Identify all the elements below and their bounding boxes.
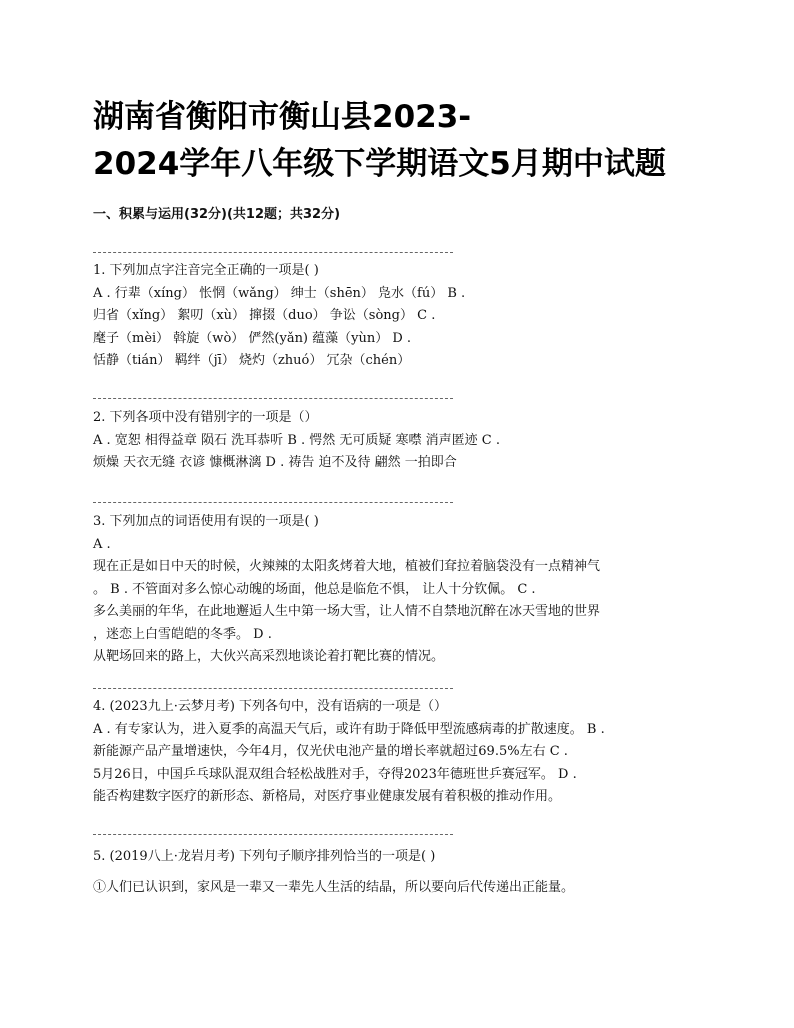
question-5-line: ①人们已认识到，家风是一辈又一辈先人生活的结晶，所以要向后代传递出正能量。 xyxy=(93,879,575,895)
question-3-line: 多么美丽的年华，在此地邂逅人生中第一场大雪，让人情不自禁地沉醉在冰天雪地的世界 xyxy=(93,604,601,619)
title-line-1: 湖南省衡阳市衡山县2023- xyxy=(93,99,472,135)
question-4 xyxy=(93,696,705,809)
question-5-stem: 5. (2019八上·龙岩月考) 下列句子顺序排列恰当的一项是( ) xyxy=(93,849,436,864)
question-1-line: 恬静（tián） 羁绊（jī） 烧灼（zhuó） 冗杂（chén） xyxy=(93,353,411,368)
question-4-line: 能否构建数字医疗的新形态、新格局，对医疗事业健康发展有着积极的推动作用。 xyxy=(93,789,562,804)
question-1-line: A . 行辈（xíng） 怅惘（wǎng） 绅士（shēn） 凫水（fú） B . xyxy=(93,285,466,301)
question-1-stem: 1. 下列加点字注音完全正确的一项是( ) xyxy=(93,263,319,278)
divider xyxy=(93,502,453,503)
question-3-stem: 3. 下列加点的词语使用有误的一项是( ) xyxy=(93,514,319,529)
divider xyxy=(93,834,453,835)
title-line-2: 2024学年八年级下学期语文5月期中试题 xyxy=(93,146,666,182)
question-4-line: 5月26日，中国乒乓球队混双组合轻松战胜对手，夺得2023年德班世乒赛冠军。 D . xyxy=(93,766,577,782)
question-5 xyxy=(93,846,705,899)
question-4-line: 新能源产品产量增速快，今年4月，仅光伏电池产量的增长率就超过69.5%左右 C . xyxy=(93,744,568,759)
question-3-line: A . xyxy=(93,536,111,552)
question-3-line: 从靶场回来的路上，大伙兴高采烈地谈论着打靶比赛的情况。 xyxy=(93,649,445,664)
question-2-line: 烦燥 天衣无缝 衣谚 慷概淋漓 D . 祷告 迫不及待 翩然 一拍即合 xyxy=(93,455,457,470)
question-3 xyxy=(93,511,705,669)
divider xyxy=(93,252,453,253)
divider xyxy=(93,688,453,689)
section-heading: 一、积累与运用(32分)(共12题；共32分) xyxy=(93,207,341,222)
question-4-stem: 4. (2023九上·云梦月考) 下列各句中，没有语病的一项是（） xyxy=(93,699,448,714)
question-4-line: A . 有专家认为，进入夏季的高温天气后，或许有助于降低甲型流感病毒的扩散速度。 B . xyxy=(93,721,605,737)
divider xyxy=(93,398,453,399)
question-3-line: ，迷恋上白雪皑皑的冬季。 D . xyxy=(93,626,272,642)
page-title xyxy=(93,94,733,188)
question-1-line: 麾子（mèi） 斡旋（wò） 俨然(yǎn) 蕴藻（yùn） D . xyxy=(93,330,412,346)
question-3-line: 现在正是如日中天的时候，火辣辣的太阳炙烤着大地，植被们耷拉着脑袋没有一点精神气 xyxy=(93,559,601,574)
question-2-stem: 2. 下列各项中没有错别字的一项是（） xyxy=(93,410,318,425)
question-1 xyxy=(93,260,705,373)
question-2 xyxy=(93,407,705,475)
question-3-line: 。 B . 不管面对多么惊心动魄的场面，他总是临危不惧， 让人十分钦佩。 C . xyxy=(93,581,536,597)
question-2-line: A . 宽恕 相得益章 陨石 洗耳恭听 B . 愕然 无可质疑 寒噤 消声匿迹 C . xyxy=(93,432,501,448)
question-1-line: 归省（xǐng） 絮叨（xù） 撺掇（duo） 争讼（sòng） C . xyxy=(93,308,436,323)
